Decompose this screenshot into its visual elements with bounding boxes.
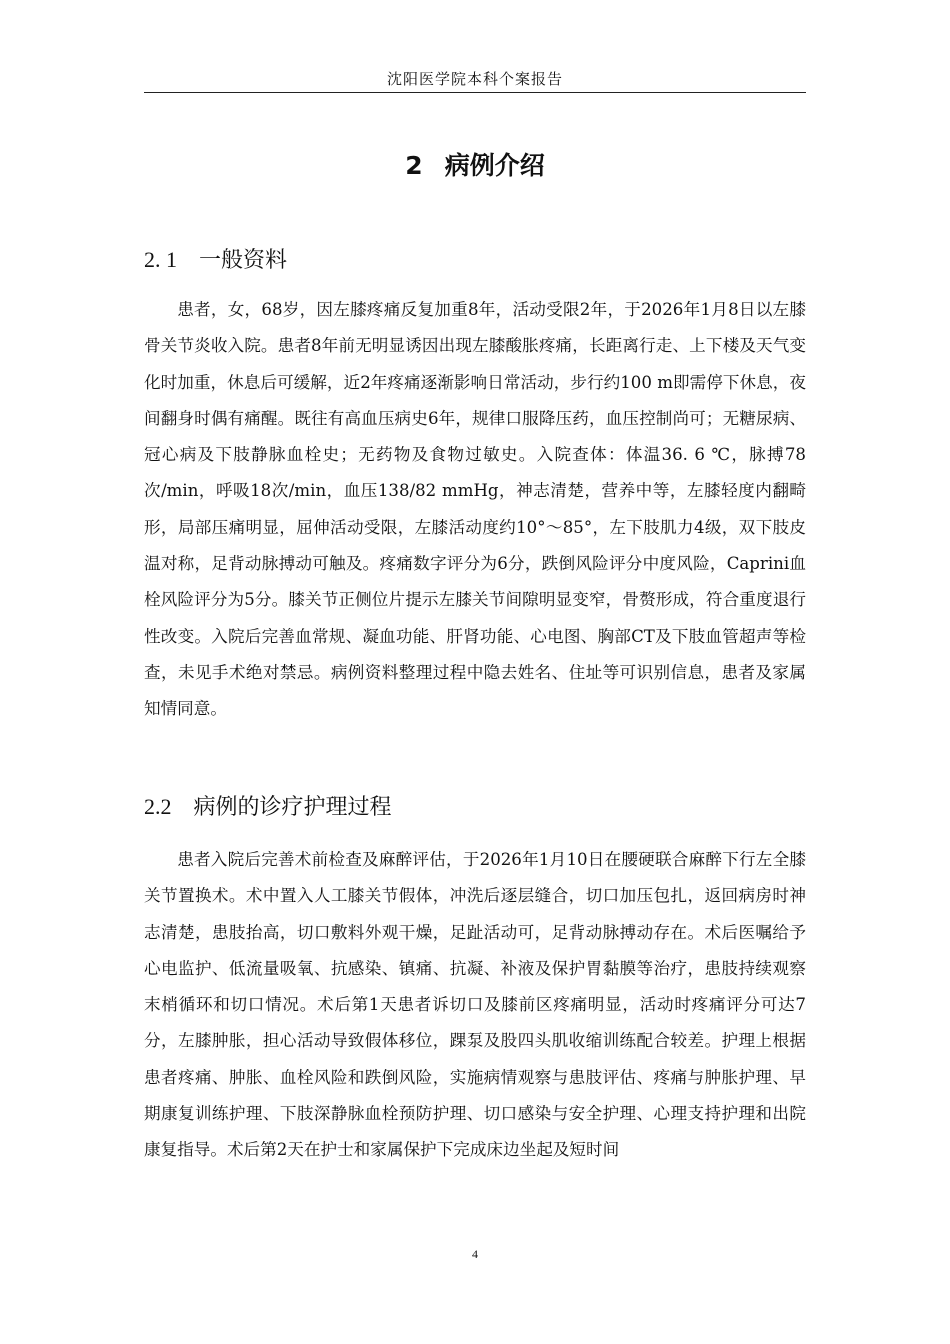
- section-number: 2.2: [144, 794, 172, 819]
- chapter-title-text: 病例介绍: [444, 151, 545, 180]
- paragraph-treatment-process: 患者入院后完善术前检查及麻醉评估，于2026年1月10日在腰硬联合麻醉下行左全膝关节置换术。术中置入人工膝关节假体，冲洗后逐层缝合，切口加压包扎，返回病房时神志清楚，患肢抬高，切口敷料外观干燥，足趾活动可，足背动脉搏动存在。术后医嘱给予心电监护、低流量吸氧、抗感染、镇痛、抗凝、补液及保护胃黏膜等治疗，患肢持续观察末梢循环和切口情况。术后第1天患者诉切口及膝前区疼痛明显，活动时疼痛评分可达7分，左膝肿胀，担心活动导致假体移位，踝泵及股四头肌收缩训练配合较差。护理上根据患者疼痛、肿胀、血栓风险和跌倒风险，实施病情观察与患肢评估、疼痛与肿胀护理、早期康复训练护理、下肢深静脉血栓预防护理、切口感染与安全护理、心理支持护理和出院康复指导。术后第2天在护士和家属保护下完成床边坐起及短时间: [144, 850, 806, 1160]
- section-title-text: 病例的诊疗护理过程: [193, 795, 392, 820]
- section-title-general-info: [144, 244, 806, 277]
- section-number: 2. 1: [144, 247, 177, 272]
- paragraph-general-info: 患者，女，68岁，因左膝疼痛反复加重8年，活动受限2年，于2026年1月8日以左膝骨关节炎收入院。患者8年前无明显诱因出现左膝酸胀疼痛，长距离行走、上下楼及天气变化时加重，休息后可缓解，近2年疼痛逐渐影响日常活动，步行约100 m即需停下休息，夜间翻身时偶有痛醒。既往有高血压病史6年，规律口服降压药，血压控制尚可；无糖尿病、冠心病及下肢静脉血栓史；无药物及食物过敏史。入院查体：体温36. 6 ℃，脉搏78次/min，呼吸18次/min，血压138/82 mmHg，神志清楚，营养中等，左膝轻度内翻畸形，局部压痛明显，屈伸活动受限，左膝活动度约10°～85°，左下肢肌力4级，双下肢皮温对称，足背动脉搏动可触及。疼痛数字评分为6分，跌倒风险评分中度风险，Caprini血栓风险评分为5分。膝关节正侧位片提示左膝关节间隙明显变窄，骨赘形成，符合重度退行性改变。入院后完善血常规、凝血功能、肝肾功能、心电图、胸部CT及下肢血管超声等检查，未见手术绝对禁忌。病例资料整理过程中隐去姓名、住址等可识别信息，患者及家属知情同意。: [144, 300, 806, 719]
- section-title-treatment-process: [144, 791, 806, 824]
- chapter-number: 2: [405, 151, 423, 180]
- section-title-text: 一般资料: [199, 248, 288, 273]
- page-header: 沈阳医学院本科个案报告: [144, 66, 806, 93]
- chapter-title: [144, 146, 806, 186]
- page-number: 4: [472, 1247, 478, 1261]
